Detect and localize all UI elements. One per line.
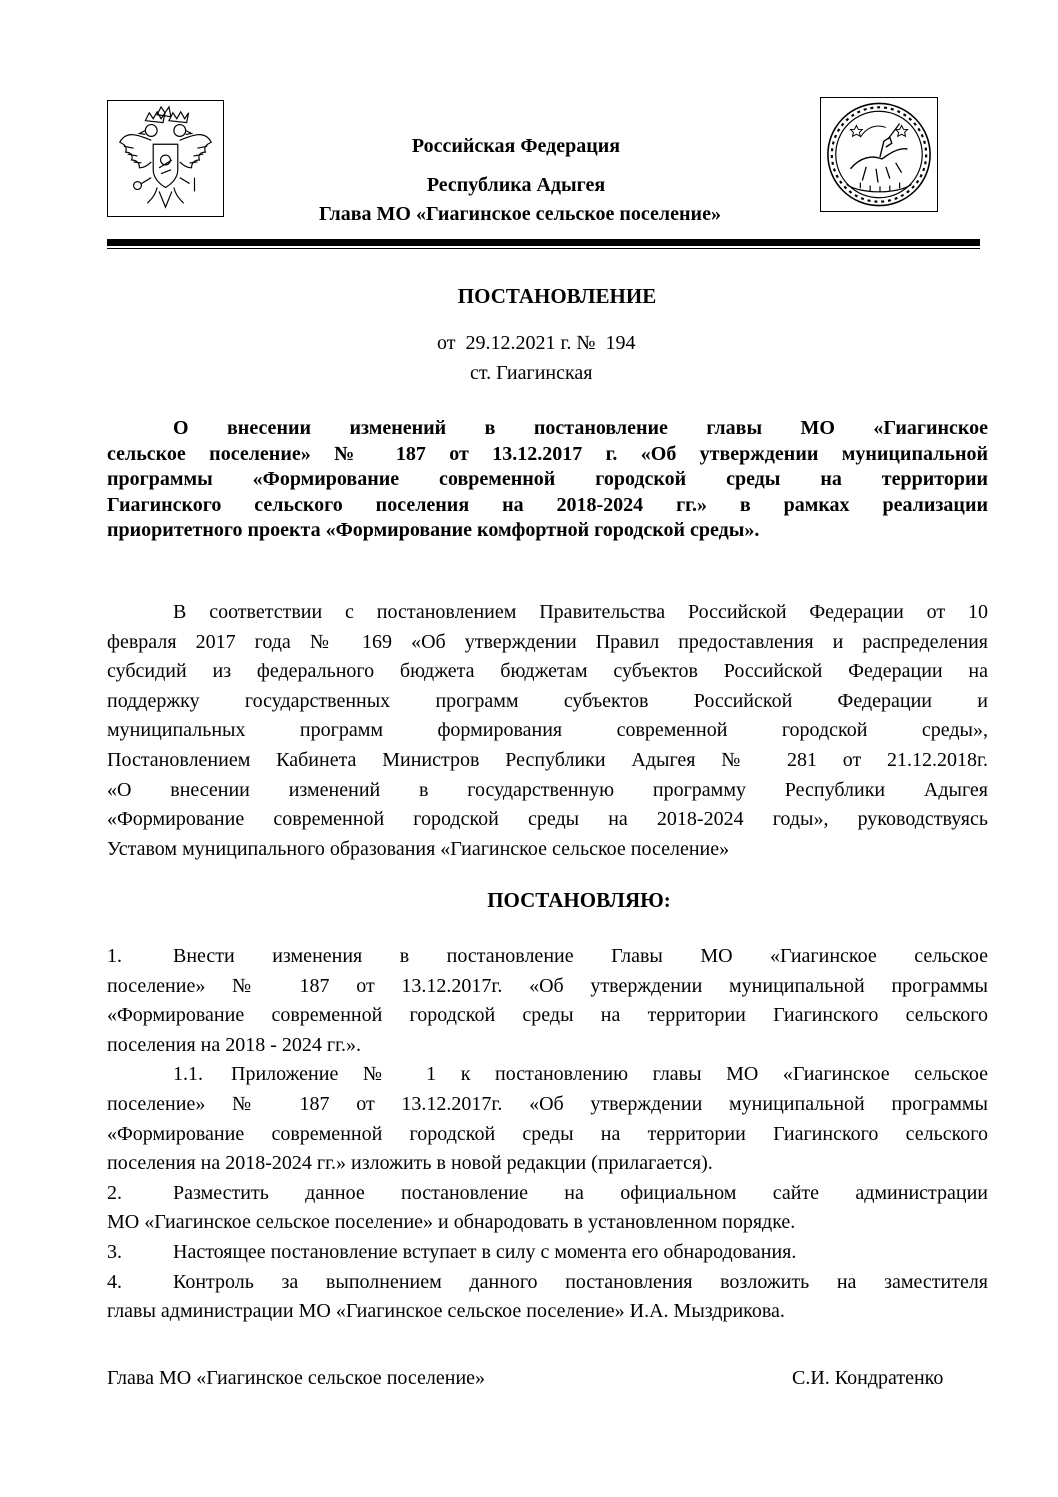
decree-items [107,942,988,1327]
item-number: 1. [107,945,122,967]
item-line: Приложение № 1 к постановлению главы МО «Гиагинское сельское [231,1063,988,1086]
list-item [107,1060,988,1090]
document-place: ст. Гиагинская [470,362,593,384]
document-type: ПОСТАНОВЛЕНИЕ [457,284,657,308]
item-line: поселение» № 187 от 13.12.2017г. «Об утверждении муниципальной программы [107,974,988,997]
header-rule-thin [107,248,980,249]
item-line: Разместить данное постановление на официальном сайте администрации [173,1181,988,1204]
adygea-coat-of-arms-graphic [821,98,937,211]
item-line: Контроль за выполнением данного постановления возложить на заместителя [173,1270,988,1293]
item-line: МО «Гиагинское сельское поселение» и обнародовать в установленном порядке. [107,1211,796,1234]
preamble-line: муниципальных программ формирования современной городской среды», [107,719,988,742]
subject-line: приоритетного проекта «Формирование комфортной городской среды». [107,519,760,541]
subject-line: О внесении изменений в постановление главы МО «Гиагинское [173,417,988,439]
preamble-line: поддержку государственных программ субъектов Российской Федерации и [107,689,988,712]
header-country: Российская Федерация [411,135,621,157]
signature-name: С.И. Кондратенко [792,1367,944,1389]
item-line: «Формирование современной городской среды на территории Гиагинского сельского [107,1122,988,1145]
russia-coat-of-arms-graphic [108,101,223,216]
decree-word: ПОСТАНОВЛЯЮ: [487,888,671,912]
item-number: 2. [107,1181,122,1204]
preamble-line: Постановлением Кабинета Министров Республики Адыгея № 281 от 21.12.2018г. [107,748,988,771]
document-subject [107,416,988,544]
preamble-line: февраля 2017 года № 169 «Об утверждении Правил предоставления и распределения [107,630,988,653]
item-number: 1.1. [173,1063,203,1086]
item-line: главы администрации МО «Гиагинское сельское поселение» И.А. Мыздрикова. [107,1300,785,1323]
list-item [107,942,988,972]
header-rule-thick [107,239,980,246]
header-authority: Глава МО «Гиагинское сельское поселение» [319,203,721,225]
item-line: Внести изменения в постановление Главы МО «Гиагинское сельское [173,945,988,967]
item-line: Настоящее постановление вступает в силу с момента его обнародования. [173,1240,797,1263]
item-line: поселения на 2018-2024 гг.» изложить в новой редакции (прилагается). [107,1152,713,1175]
list-item [107,1238,988,1268]
preamble-line: субсидий из федерального бюджета бюджетам субъектов Российской Федерации на [107,660,988,683]
header-republic: Республика Адыгея [426,174,606,196]
preamble [107,598,988,864]
item-line: «Формирование современной городской среды на территории Гиагинского сельского [107,1004,988,1027]
subject-line: программы «Формирование современной городской среды на территории [107,468,988,490]
signature-title: Глава МО «Гиагинское сельское поселение» [107,1367,486,1389]
preamble-line: «Формирование современной городской среды на 2018-2024 годы», руководствуясь [107,808,988,831]
subject-line: сельское поселение» № 187 от 13.12.2017 г. «Об утверждении муниципальной [107,442,988,465]
list-item [107,1179,988,1209]
subject-line: Гиагинского сельского поселения на 2018-2024 гг.» в рамках реализации [107,493,988,516]
preamble-line: В соответствии с постановлением Правительства Российской Федерации от 10 [173,601,988,623]
preamble-line: «О внесении изменений в государственную программу Республики Адыгея [107,778,988,801]
item-line: поселения на 2018 - 2024 гг.». [107,1033,362,1056]
russia-coat-of-arms-icon [107,100,224,217]
preamble-line: Уставом муниципального образования «Гиагинское сельское поселение» [107,837,730,860]
list-item [107,1268,988,1298]
item-number: 3. [107,1240,122,1263]
document-date-number: от 29.12.2021 г. № 194 [437,332,636,354]
adygea-coat-of-arms-icon [820,97,938,212]
item-number: 4. [107,1270,122,1293]
item-line: поселение» № 187 от 13.12.2017г. «Об утверждении муниципальной программы [107,1092,988,1115]
